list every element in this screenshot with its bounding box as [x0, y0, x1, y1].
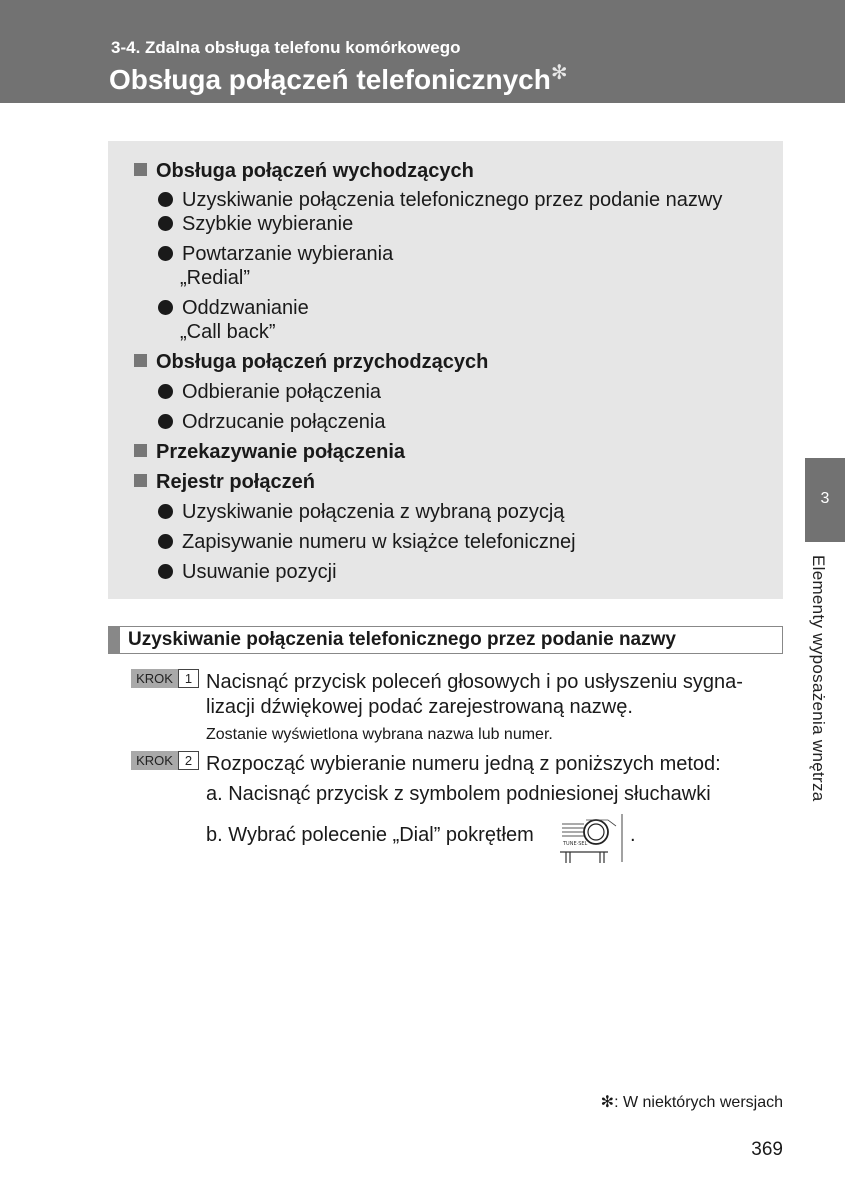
- page-title: [109, 60, 568, 96]
- contents-heading-text: Rejestr połączeń: [156, 471, 315, 493]
- step-1-note: Zostanie wyświetlona wybrana nazwa lub numer.: [206, 726, 553, 743]
- step-1-text-line-1: Nacisnąć przycisk poleceń głosowych i po usłyszeniu sygna-: [206, 671, 743, 693]
- round-bullet-icon: [158, 216, 173, 231]
- contents-item-text: Powtarzanie wybierania: [182, 243, 394, 265]
- contents-item-text: Uzyskiwanie połączenia z wybraną pozycją: [182, 501, 565, 523]
- chapter-tab-label: Elementy wyposażenia wnętrza: [809, 555, 828, 802]
- contents-heading: [134, 160, 474, 183]
- chapter-tab: [805, 458, 845, 542]
- contents-item: [158, 243, 393, 266]
- square-bullet-icon: [134, 444, 147, 457]
- contents-item-text: Zapisywanie numeru w książce telefonicznej: [182, 531, 576, 553]
- chapter-subtitle: 3-4. Zdalna obsługa telefonu komórkowego: [111, 38, 461, 57]
- contents-item-continuation: „Call back”: [180, 321, 276, 343]
- footnote: ✻: W niektórych wersjach: [600, 1094, 783, 1111]
- round-bullet-icon: [158, 300, 173, 315]
- step-number: 1: [178, 669, 199, 688]
- square-bullet-icon: [134, 354, 147, 367]
- contents-box: [108, 141, 783, 599]
- round-bullet-icon: [158, 246, 173, 261]
- step-2-option-b: b. Wybrać polecenie „Dial” pokrętłem: [206, 824, 534, 846]
- round-bullet-icon: [158, 414, 173, 429]
- contents-heading: [134, 351, 488, 374]
- section-heading: [108, 626, 783, 654]
- step-number: 2: [178, 751, 199, 770]
- contents-item-continuation: „Redial”: [180, 267, 251, 289]
- contents-item-text: Oddzwanianie: [182, 297, 309, 319]
- round-bullet-icon: [158, 504, 173, 519]
- round-bullet-icon: [158, 192, 173, 207]
- page-number: 369: [751, 1139, 783, 1160]
- contents-item-text: Odrzucanie połączenia: [182, 411, 386, 433]
- asterisk-mark: ✻: [550, 62, 568, 84]
- step-2-badge: [131, 751, 199, 770]
- contents-item-text: Szybkie wybieranie: [182, 213, 354, 235]
- step-label: KROK: [131, 751, 178, 770]
- step-2-option-a: a. Nacisnąć przycisk z symbolem podniesionej słuchawki: [206, 783, 711, 805]
- contents-heading: [134, 441, 405, 464]
- contents-item: [158, 501, 564, 524]
- contents-item: [158, 297, 309, 320]
- contents-heading-text: Przekazywanie połączenia: [156, 441, 406, 463]
- square-bullet-icon: [134, 163, 147, 176]
- contents-heading: [134, 471, 315, 494]
- step-2-text: Rozpocząć wybieranie numeru jedną z poniższych metod:: [206, 753, 721, 775]
- section-heading-text: Uzyskiwanie połączenia telefonicznego przez podanie nazwy: [128, 629, 676, 650]
- round-bullet-icon: [158, 534, 173, 549]
- contents-heading-text: Obsługa połączeń przychodzących: [156, 351, 489, 373]
- contents-heading-text: Obsługa połączeń wychodzących: [156, 160, 474, 182]
- step-label: KROK: [131, 669, 178, 688]
- contents-item: [158, 561, 337, 584]
- step-1-text-line-2: lizacji dźwiękowej podać zarejestrowaną nazwę.: [206, 696, 633, 718]
- square-bullet-icon: [134, 474, 147, 487]
- step-1-badge: [131, 669, 199, 688]
- step-2-option-b-end: .: [630, 824, 636, 846]
- chapter-tab-number: 3: [820, 490, 830, 507]
- round-bullet-icon: [158, 384, 173, 399]
- section-heading-bar: [109, 627, 120, 653]
- tune-sel-knob-icon: [556, 812, 624, 864]
- contents-item: [158, 213, 353, 236]
- page-title-text: Obsługa połączeń telefonicznych: [109, 64, 551, 95]
- round-bullet-icon: [158, 564, 173, 579]
- contents-item: [158, 531, 576, 554]
- contents-item-text: Usuwanie pozycji: [182, 561, 337, 583]
- tune-sel-label: TUNE·SEL: [563, 841, 588, 847]
- contents-item-text: Odbieranie połączenia: [182, 381, 382, 403]
- contents-item: [158, 411, 385, 434]
- chapter-header: [0, 0, 845, 103]
- contents-item: [158, 189, 722, 212]
- contents-item-text: Uzyskiwanie połączenia telefonicznego przez podanie nazwy: [182, 189, 723, 211]
- contents-item: [158, 381, 381, 404]
